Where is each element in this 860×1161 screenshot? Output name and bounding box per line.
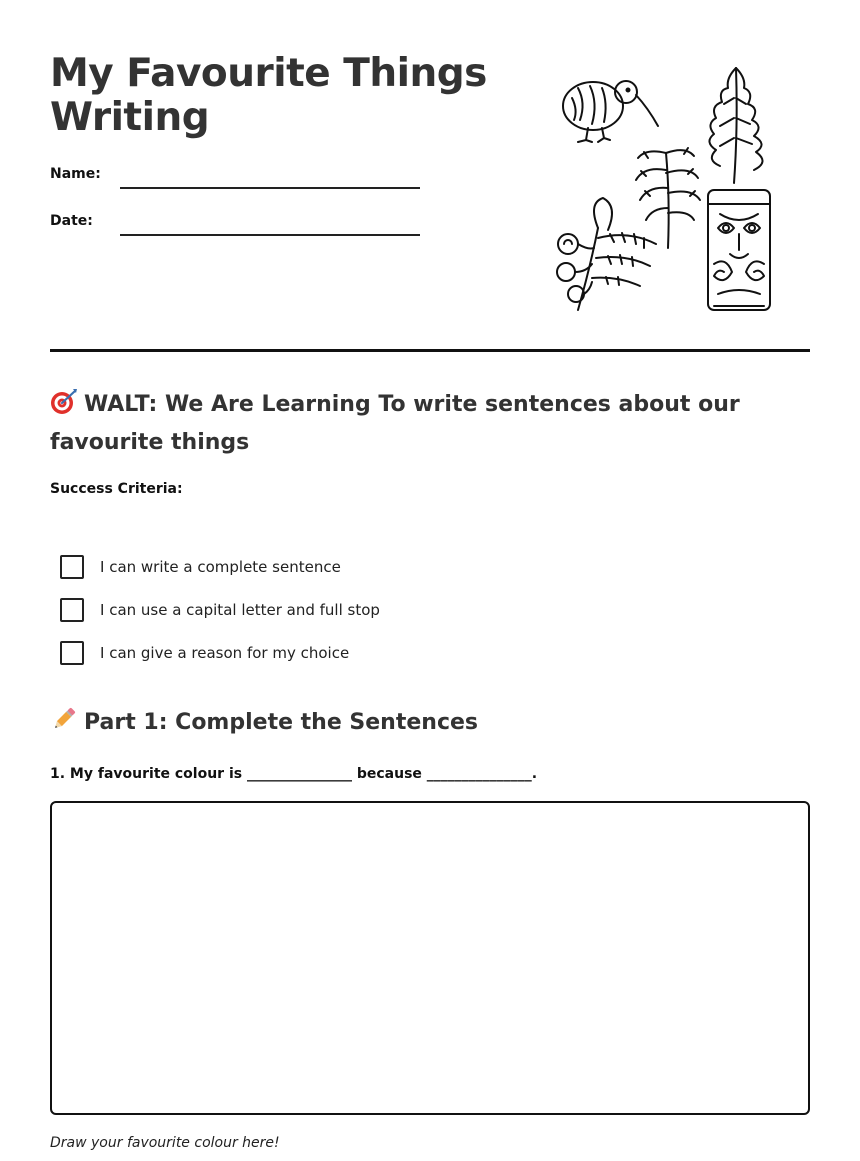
tiki-carving-icon (708, 190, 770, 310)
criteria-item[interactable] (60, 588, 380, 631)
criteria-checkbox[interactable] (60, 641, 84, 665)
koru-fern-icon (557, 198, 656, 310)
drawing-caption: Draw your favourite colour here! (50, 1135, 280, 1151)
walt-text: WALT: We Are Learning To write sentences about our favourite things (50, 392, 740, 455)
walt-heading (50, 386, 810, 462)
criteria-checkbox[interactable] (60, 555, 84, 579)
criteria-text: I can write a complete sentence (100, 557, 341, 576)
title-line-1: My Favourite Things (50, 51, 487, 96)
header-divider (50, 349, 810, 352)
target-dart-icon (50, 387, 78, 415)
criteria-item[interactable] (60, 631, 380, 674)
drawing-area[interactable] (50, 801, 810, 1115)
criteria-text: I can use a capital letter and full stop (100, 600, 380, 619)
success-criteria-list (60, 545, 380, 674)
success-criteria-label: Success Criteria: (50, 481, 183, 497)
fern-frond-icon (709, 68, 762, 183)
page-title (50, 52, 487, 140)
date-line[interactable] (120, 234, 420, 236)
part1-title: Part 1: Complete the Sentences (84, 710, 479, 735)
name-line[interactable] (120, 187, 420, 189)
part1-heading (50, 704, 478, 742)
name-label: Name: (50, 166, 101, 182)
question-1: 1. My favourite colour is _______________ because _______________. (50, 766, 538, 782)
fern-plant-icon (636, 148, 700, 248)
nz-illustration (548, 58, 788, 316)
title-line-2: Writing (50, 95, 210, 140)
criteria-checkbox[interactable] (60, 598, 84, 622)
criteria-text: I can give a reason for my choice (100, 643, 350, 662)
pencil-icon (50, 705, 78, 733)
criteria-item[interactable] (60, 545, 380, 588)
date-label: Date: (50, 213, 93, 229)
kiwi-bird-icon (563, 81, 658, 142)
